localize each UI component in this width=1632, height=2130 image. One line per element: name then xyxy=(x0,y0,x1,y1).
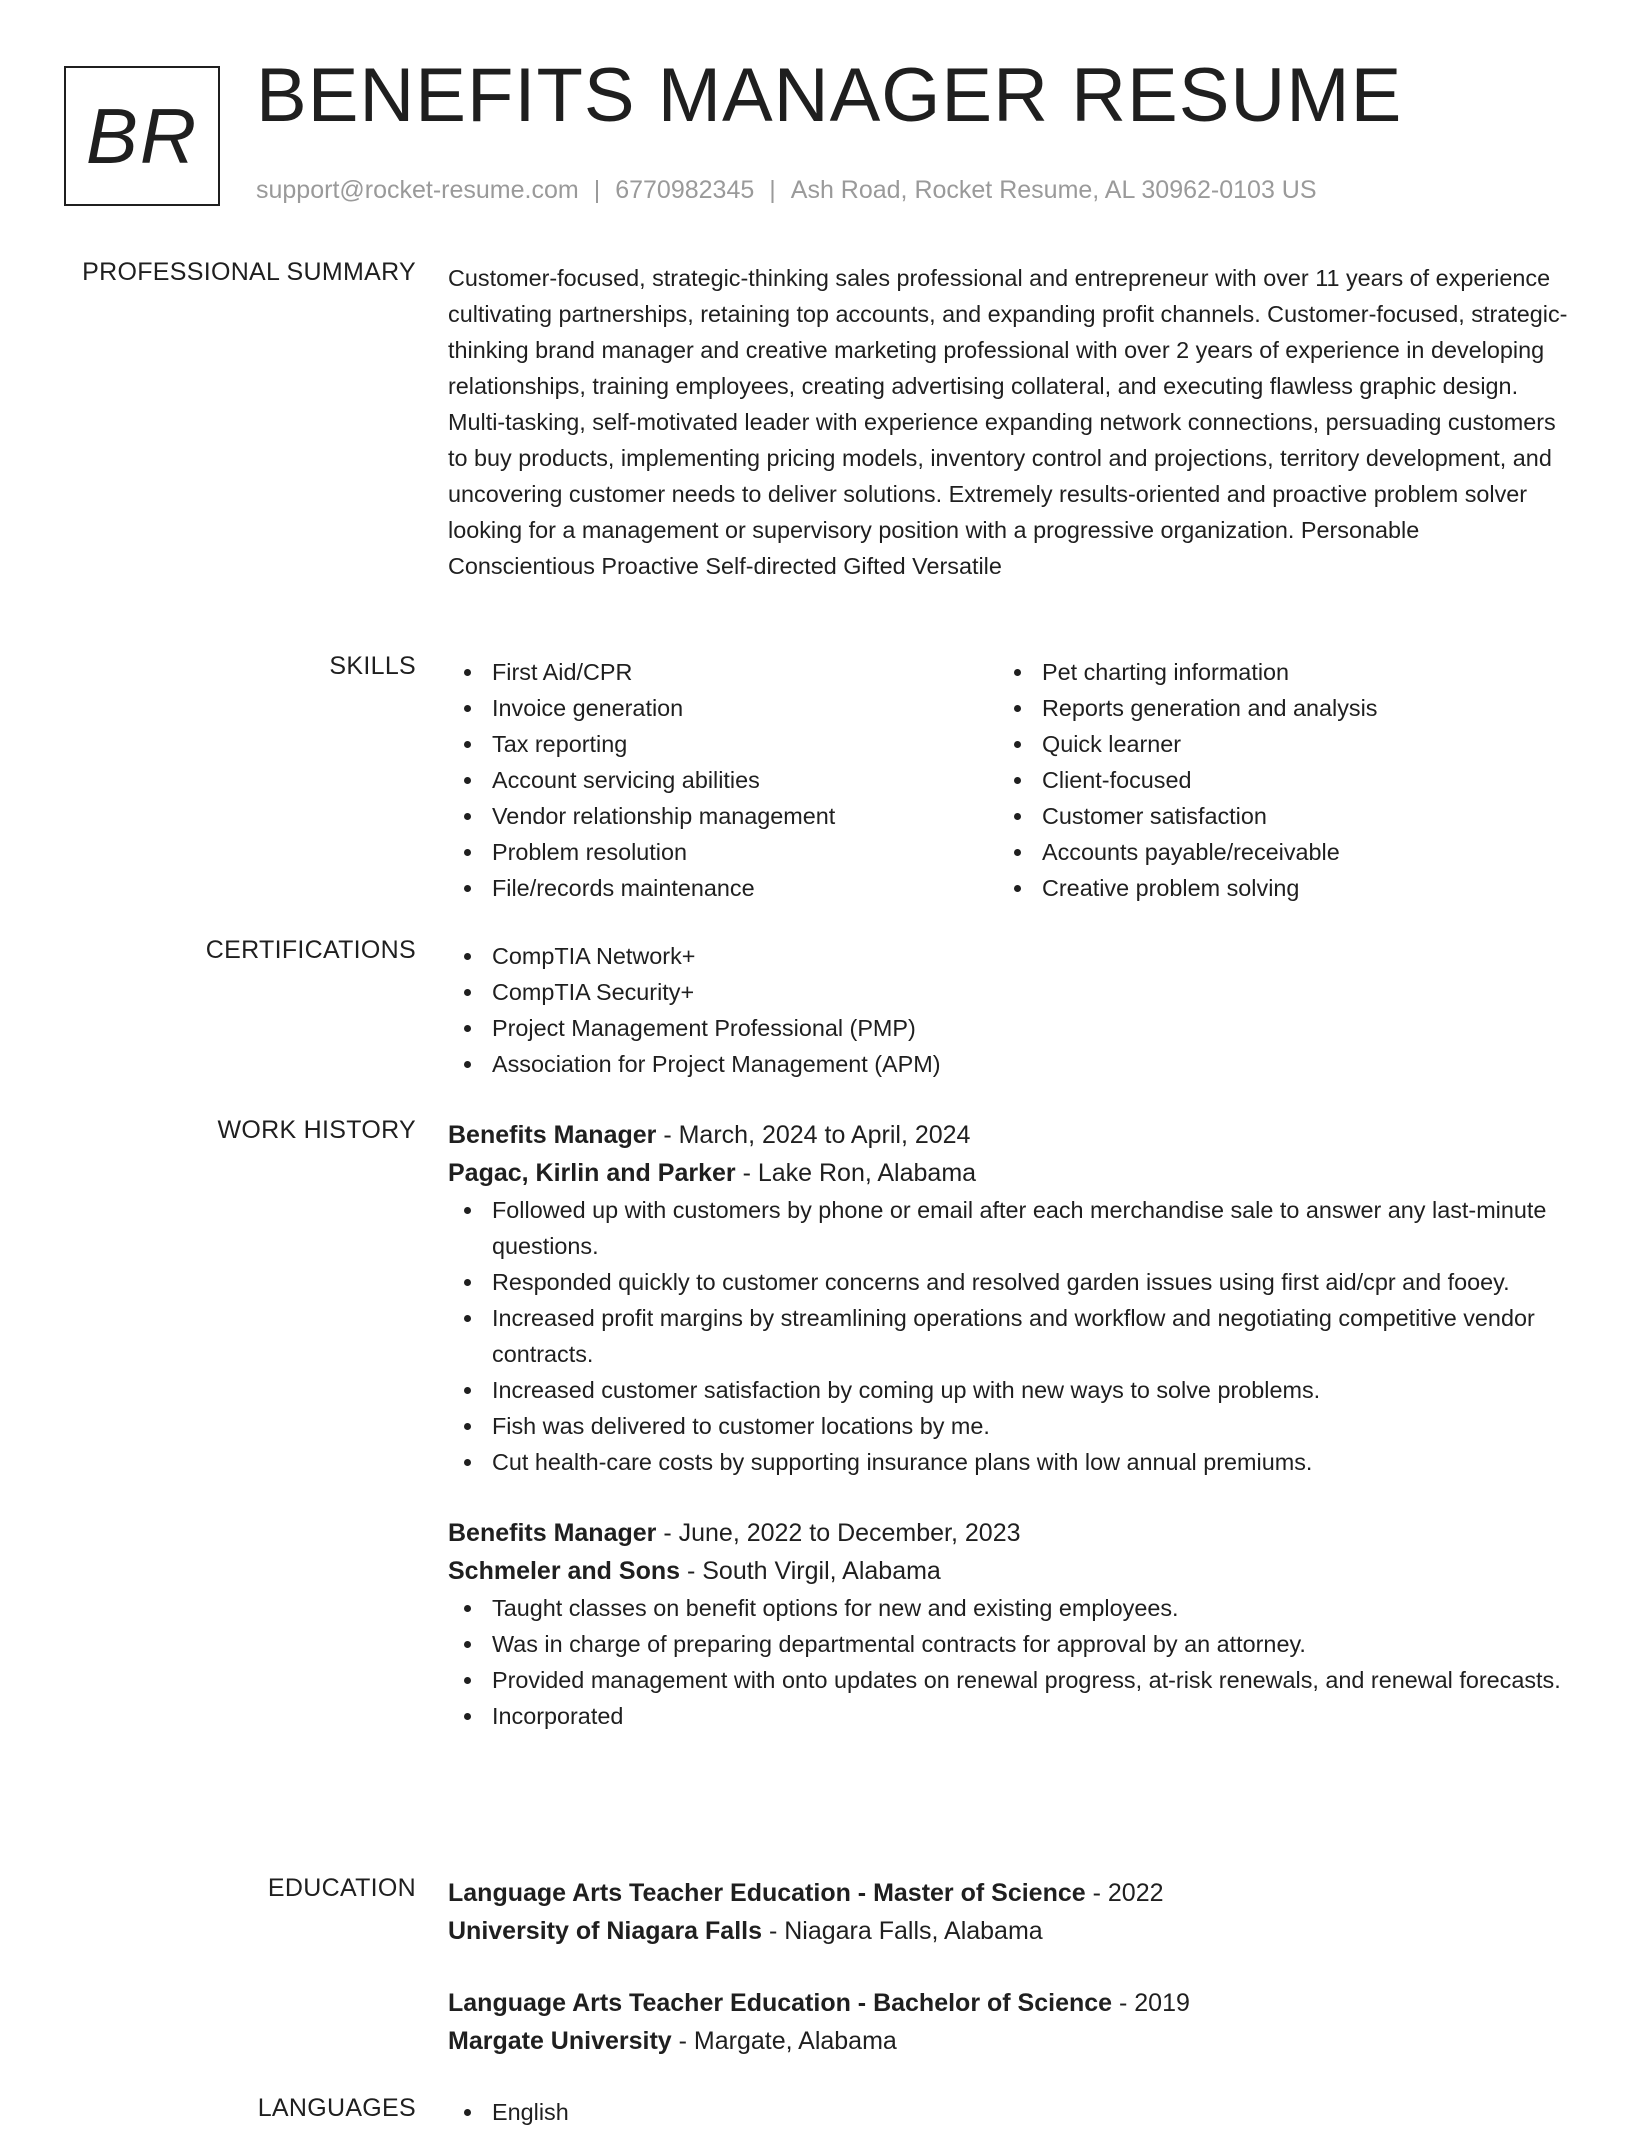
contact-phone: 6770982345 xyxy=(615,176,755,204)
section-label-work-history: WORK HISTORY xyxy=(217,1116,416,1144)
skill-item: Vendor relationship management xyxy=(448,798,998,834)
skill-item: Pet charting information xyxy=(998,654,1548,690)
education-school-line xyxy=(448,2022,1568,2060)
job-entry xyxy=(448,1116,1568,1480)
job-bullet: Provided management with onto updates on renewal progress, at-risk renewals, and renewal forecasts. xyxy=(448,1662,1568,1698)
contact-line xyxy=(256,176,1317,205)
education-degree-line xyxy=(448,1984,1568,2022)
job-company: Schmeler and Sons xyxy=(448,1557,681,1585)
job-company: Pagac, Kirlin and Parker xyxy=(448,1159,736,1187)
work-history-body xyxy=(448,1116,1568,1734)
education-entry xyxy=(448,1984,1568,2060)
job-bullet: Responded quickly to customer concerns and resolved garden issues using first aid/cpr and fooey. xyxy=(448,1264,1568,1300)
job-dates: - March, 2024 to April, 2024 xyxy=(656,1121,971,1149)
skills-left-list xyxy=(448,654,998,906)
job-company-line xyxy=(448,1552,1568,1590)
job-location: - Lake Ron, Alabama xyxy=(735,1159,977,1187)
monogram-box xyxy=(64,66,220,206)
skill-item: First Aid/CPR xyxy=(448,654,998,690)
job-title: Benefits Manager xyxy=(448,1121,657,1149)
summary-body xyxy=(448,260,1568,584)
certification-item: Project Management Professional (PMP) xyxy=(448,1010,1568,1046)
education-school: University of Niagara Falls xyxy=(448,1917,763,1945)
section-label-skills: SKILLS xyxy=(329,652,416,680)
education-school: Margate University xyxy=(448,2027,672,2055)
education-body xyxy=(448,1874,1568,2060)
education-location: - Margate, Alabama xyxy=(671,2027,897,2055)
education-location: - Niagara Falls, Alabama xyxy=(762,1917,1043,1945)
job-title-line xyxy=(448,1116,1568,1154)
education-year: - 2019 xyxy=(1112,1989,1190,2017)
section-label-certifications: CERTIFICATIONS xyxy=(205,936,416,964)
certifications-list xyxy=(448,938,1568,1082)
language-item: English xyxy=(448,2094,1568,2130)
certification-item: CompTIA Network+ xyxy=(448,938,1568,974)
skill-item: Reports generation and analysis xyxy=(998,690,1548,726)
job-bullet: Taught classes on benefit options for new and existing employees. xyxy=(448,1590,1568,1626)
contact-email: support@rocket-resume.com xyxy=(256,176,579,204)
summary-text: Customer-focused, strategic-thinking sales professional and entrepreneur with over 11 years of experience cultivating partnerships, retaining top accounts, and expanding profit channels. Customer-focused, strategic-thinking brand manager and creative marketing professional with over 2 years of experience in developing relationships, training employees, creating advertising collateral, and executing flawless graphic design. Multi-tasking, self-motivated leader with experience expanding network connections, persuading customers to buy products, implementing pricing models, inventory control and projections, territory development, and uncovering customer needs to deliver solutions. Extremely results-oriented and proactive problem solver looking for a management or supervisory position with a progressive organization. Personable Conscientious Proactive Self-directed Gifted Versatile xyxy=(448,265,1568,579)
job-bullet: Cut health-care costs by supporting insurance plans with low annual premiums. xyxy=(448,1444,1568,1480)
certifications-body xyxy=(448,938,1568,1082)
skill-item: Invoice generation xyxy=(448,690,998,726)
contact-separator: | xyxy=(593,176,601,204)
resume-title: BENEFITS MANAGER RESUME xyxy=(256,53,1403,138)
job-title: Benefits Manager xyxy=(448,1519,657,1547)
contact-address: Ash Road, Rocket Resume, AL 30962-0103 US xyxy=(790,176,1317,204)
certification-item: Association for Project Management (APM) xyxy=(448,1046,1568,1082)
skill-item: Customer satisfaction xyxy=(998,798,1548,834)
job-company-line xyxy=(448,1154,1568,1192)
job-bullets xyxy=(448,1590,1568,1734)
job-entry xyxy=(448,1514,1568,1734)
job-location: - South Virgil, Alabama xyxy=(680,1557,941,1585)
job-bullet: Followed up with customers by phone or email after each merchandise sale to answer any last-minute questions. xyxy=(448,1192,1568,1264)
education-degree: Language Arts Teacher Education - Bachelor of Science xyxy=(448,1989,1113,2017)
contact-separator: | xyxy=(769,176,776,204)
job-bullet: Was in charge of preparing departmental contracts for approval by an attorney. xyxy=(448,1626,1568,1662)
job-bullet: Fish was delivered to customer locations by me. xyxy=(448,1408,1568,1444)
skill-item: Creative problem solving xyxy=(998,870,1548,906)
job-bullets xyxy=(448,1192,1568,1480)
job-bullet: Increased customer satisfaction by coming up with new ways to solve problems. xyxy=(448,1372,1568,1408)
section-label-summary: PROFESSIONAL SUMMARY xyxy=(82,258,416,286)
job-bullet: Incorporated xyxy=(448,1698,1568,1734)
skills-right-list xyxy=(998,654,1548,906)
job-title-line xyxy=(448,1514,1568,1552)
monogram-initials: BR xyxy=(85,91,199,180)
section-label-languages: LANGUAGES xyxy=(257,2094,416,2122)
skill-item: Quick learner xyxy=(998,726,1548,762)
languages-list xyxy=(448,2094,1568,2130)
skill-item: Accounts payable/receivable xyxy=(998,834,1548,870)
job-bullet: Increased profit margins by streamlining operations and workflow and negotiating competitive vendor contracts. xyxy=(448,1300,1568,1372)
skill-item: Account servicing abilities xyxy=(448,762,998,798)
education-entry xyxy=(448,1874,1568,1950)
section-label-education: EDUCATION xyxy=(267,1874,416,1902)
skill-item: Problem resolution xyxy=(448,834,998,870)
education-degree-line xyxy=(448,1874,1568,1912)
skill-item: Tax reporting xyxy=(448,726,998,762)
skill-item: Client-focused xyxy=(998,762,1548,798)
education-degree: Language Arts Teacher Education - Master of Science xyxy=(448,1879,1086,1907)
skills-body xyxy=(448,654,1568,906)
job-dates: - June, 2022 to December, 2023 xyxy=(656,1519,1021,1547)
education-year: - 2022 xyxy=(1085,1879,1164,1907)
certification-item: CompTIA Security+ xyxy=(448,974,1568,1010)
education-school-line xyxy=(448,1912,1568,1950)
languages-body xyxy=(448,2094,1568,2130)
skill-item: File/records maintenance xyxy=(448,870,998,906)
